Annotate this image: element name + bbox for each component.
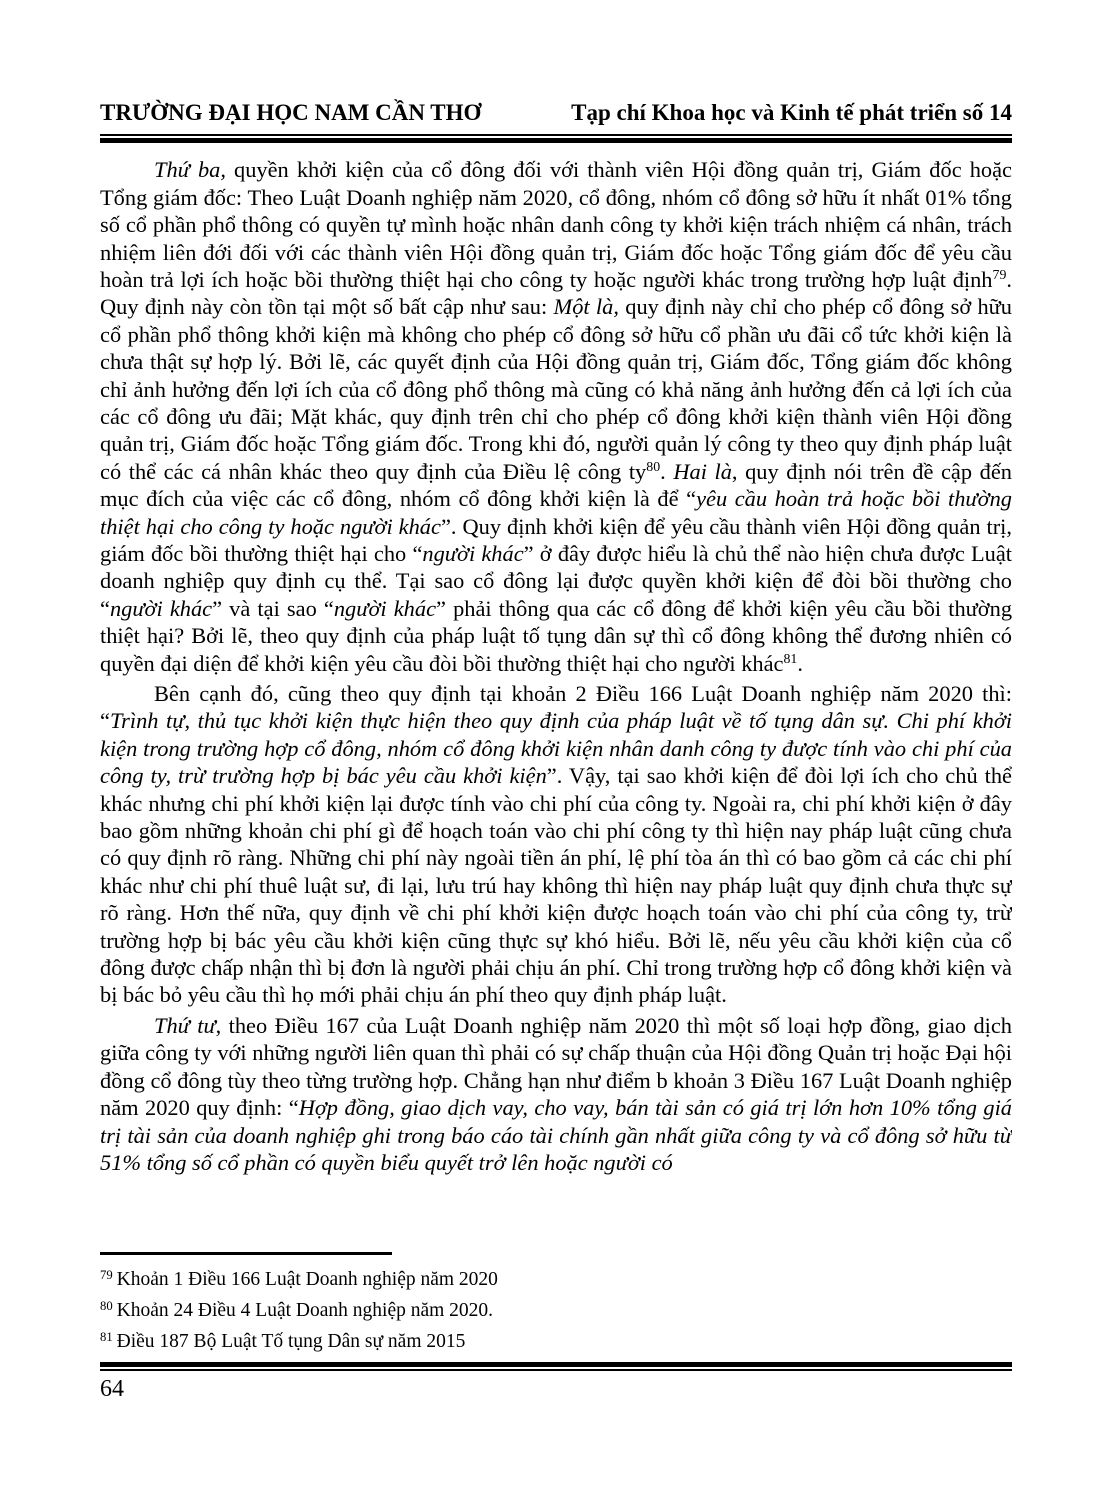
text-run: .	[660, 458, 674, 484]
text-run: Hai là	[673, 458, 732, 484]
footnote-reference: 81	[783, 651, 798, 667]
text-run: yêu cầu hoàn trả hoặc bồi thường thiệt hại cho công ty hoặc người khác	[100, 486, 1012, 539]
text-run: Thứ ba,	[154, 157, 226, 183]
footnote-text: Điều 187 Bộ Luật Tố tụng Dân sự năm 2015	[116, 1331, 466, 1352]
page-number: 64	[100, 1376, 124, 1402]
footer-rule	[100, 1362, 1012, 1371]
text-run: người khác	[333, 595, 437, 621]
text-run: người khác	[422, 540, 524, 566]
text-run: ”. Quy định khởi kiện để yêu cầu thành viên Hội đồng quản trị, giám đốc bồi thường thiệt hại cho “	[100, 513, 1012, 566]
header-journal-title: Tạp chí Khoa học và Kinh tế phát triển số 14	[571, 100, 1012, 125]
footnote-marker: 79	[100, 1267, 113, 1282]
text-run: ” và tại sao “	[212, 595, 334, 621]
text-run: ”. Vậy, tại sao khởi kiện để đòi lợi ích cho chủ thể khác nhưng chi phí khởi kiện lại được tính vào chi phí của công ty. Ngoài ra, chi phí khởi kiện ở đây bao gồm những khoản chi phí gì để hoạch toán vào chi phí công ty thì hiện nay pháp luật cũng chưa có quy định rõ ràng. Những chi phí này ngoài tiền án phí, lệ phí tòa án thì có bao gồm cả các chi phí khác như chi phí thuê luật sư, đi lại, lưu trú hay không thì hiện nay pháp luật quy định chưa thực sự rõ ràng. Hơn thế nữa, quy định về chi phí khởi kiện được hoạch toán vào chi phí của công ty, trừ trường hợp bị bác yêu cầu khởi kiện cũng thực sự khó hiểu. Bởi lẽ, nếu yêu cầu khởi kiện của cổ đông được chấp nhận thì bị đơn là người phải chịu án phí. Chỉ trong trường hợp cổ đông khởi kiện và bị bác bỏ yêu cầu thì họ mới phải chịu án phí theo quy định pháp luật.	[100, 763, 1012, 1008]
text-run: . Quy định này còn tồn tại một số bất cập như sau:	[100, 266, 1012, 320]
header-rule	[100, 134, 1012, 143]
text-run: quyền khởi kiện của cổ đông đối với thành viên Hội đồng quản trị, Giám đốc hoặc Tổng giám đốc: Theo Luật Doanh nghiệp năm 2020, cổ đông, nhóm cổ đông sở hữu ít nhất 01% tổng số cổ phần phổ thông có quyền tự mình hoặc nhân danh công ty khởi kiện trách nhiệm cá nhân, trách nhiệm liên đới đối với các thành viên Hội đồng quản trị, Giám đốc hoặc Tổng giám đốc để yêu cầu hoàn trả lợi ích hoặc bồi thường thiệt hại cho công ty hoặc người khác trong trường hợp luật định	[100, 157, 1012, 292]
text-run: , theo Điều 167 của Luật Doanh nghiệp năm 2020 thì một số loại hợp đồng, giao dịch giữa công ty với những người liên quan thì phải có sự chấp thuận của Hội đồng Quản trị hoặc Đại hội đồng cổ đông tùy theo từng trường hợp. Chẳng hạn như điểm b khoản 3 Điều 167 Luật Doanh nghiệp năm 2020 quy định: “	[100, 1012, 1012, 1121]
text-run: ” ở đây được hiểu là chủ thể nào hiện chưa được Luật doanh nghiệp quy định cụ thể. Tại sao cổ đông lại được quyền khởi kiện để đòi bồi thường cho “	[100, 540, 1012, 621]
footnote-separator	[100, 1252, 392, 1255]
footnote-reference: 79	[992, 268, 1007, 284]
text-run: , quy định nói trên đề cập đến mục đích của việc các cổ đông, nhóm cổ đông khởi kiện là để “	[100, 458, 1012, 512]
text-run: ” phải thông qua các cổ đông để khởi kiện yêu cầu bồi thường thiệt hại? Bởi lẽ, theo quy định của pháp luật tố tụng dân sự thì cổ đông không thể đương nhiên có quyền đại diện để khởi kiện yêu cầu đòi bồi thường thiệt hại cho người khác	[100, 595, 1012, 676]
footnote-marker: 80	[100, 1298, 113, 1313]
text-run: Một là,	[553, 294, 619, 320]
footnote	[100, 1265, 1012, 1296]
footnote	[100, 1327, 1012, 1358]
text-run: quy định này chỉ cho phép cổ đông sở hữu cổ phần phổ thông khởi kiện mà không cho phép cổ đông sở hữu cổ phần ưu đãi cổ tức khởi kiện là chưa thật sự hợp lý. Bởi lẽ, các quyết định của Hội đồng quản trị, Giám đốc, Tổng giám đốc không chỉ ảnh hưởng đến lợi ích của cổ đông phổ thông mà cũng có khả năng ảnh hưởng đến cả lợi ích của các cổ đông ưu đãi; Mặt khác, quy định trên chỉ cho phép cổ đông khởi kiện thành viên Hội đồng quản trị, Giám đốc hoặc Tổng giám đốc. Trong khi đó, người quản lý công ty theo quy định pháp luật có thể các cá nhân khác theo quy định của Điều lệ công ty	[100, 294, 1012, 484]
footnote-text: Khoản 24 Điều 4 Luật Doanh nghiệp năm 2020.	[116, 1300, 494, 1321]
text-run: Hợp đồng, giao dịch vay, cho vay, bán tài sản có giá trị lớn hơn 10% tổng giá trị tài sản của doanh nghiệp ghi trong báo cáo tài chính gần nhất giữa công ty và cổ đông sở hữu từ 51% tổng số cổ phần có quyền biểu quyết trở lên hoặc người có	[100, 1095, 1012, 1175]
footnote-marker: 81	[100, 1329, 113, 1344]
text-run: Thứ tư	[154, 1012, 216, 1038]
text-run: Trình tự, thủ tục khởi kiện thực hiện theo quy định của pháp luật về tố tụng dân sự. Chi phí khởi kiện trong trường hợp cổ đông, nhóm cổ đông khởi kiện nhân danh công ty được tính vào chi phí của công ty, trừ trường hợp bị bác yêu cầu khởi kiện	[100, 708, 1012, 789]
text-run: người khác	[109, 595, 213, 621]
paragraph	[100, 680, 1012, 1009]
footnotes	[100, 1265, 1012, 1358]
paragraph	[100, 156, 1012, 677]
footnote-block	[100, 1252, 1012, 1358]
footnote-reference: 80	[646, 460, 661, 476]
text-run: .	[797, 650, 803, 676]
header-university-name: TRƯỜNG ĐẠI HỌC NAM CẦN THƠ	[100, 100, 482, 125]
body-text	[100, 156, 1012, 1254]
page-header	[100, 0, 1012, 125]
footnote-text: Khoản 1 Điều 166 Luật Doanh nghiệp năm 2020	[116, 1269, 498, 1290]
paragraph	[100, 1012, 1012, 1176]
footnote	[100, 1296, 1012, 1327]
text-run: Bên cạnh đó, cũng theo quy định tại khoản 2 Điều 166 Luật Doanh nghiệp năm 2020 thì: “	[100, 681, 1012, 734]
